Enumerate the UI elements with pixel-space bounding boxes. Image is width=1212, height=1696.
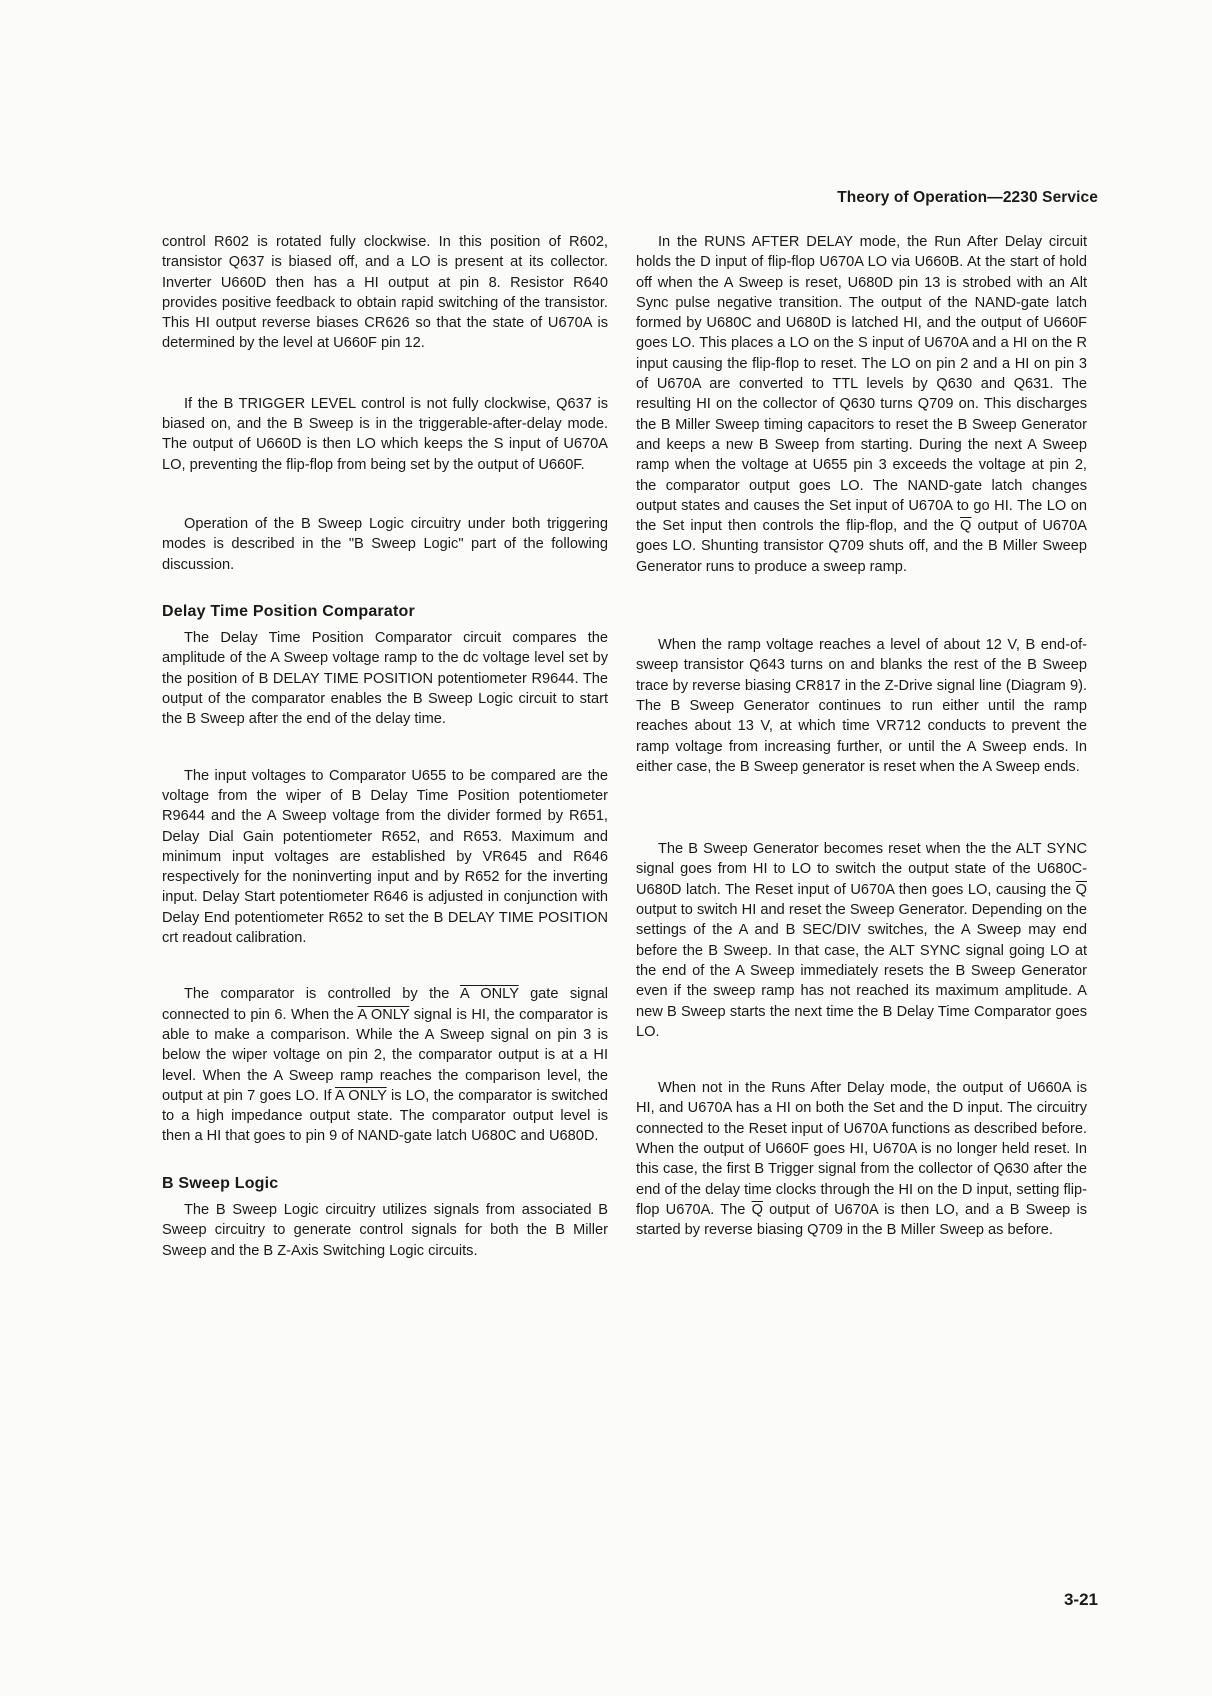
page-number: 3-21 xyxy=(1063,1590,1098,1609)
section-heading: Delay Time Position Comparator xyxy=(162,602,415,620)
paragraph: The B Sweep Generator becomes reset when the the ALT SYNC signal goes from HI to LO to switch the output state of the U680C-U680D latch. The Reset input of U670A then goes LO, causing the $\overline{Q}$ output to switch HI and reset the Sweep Generator. Depending on the settings of the A and B SEC/DIV switches, the A Sweep may end before the B Sweep. In that case, the ALT SYNC signal going LO at the end of the A Sweep immediately resets the B Sweep Generator even if the sweep ramp has not reached its maximum amplitude. A new B Sweep starts the next time the B Delay Time Comparator goes LO. xyxy=(636,841,1087,1040)
paragraph: When not in the Runs After Delay mode, the output of U660A is HI, and U670A has a HI on both the Set and the D input. The circuitry connected to the Reset input of U670A functions as described before. When the output of U660F goes HI, U670A is no longer held reset. In this case, the first B Trigger signal from the collector of Q630 after the end of the delay time clocks through the HI on the D input, setting flip-flop U670A. The $\overline{Q}$ output of U670A is then LO, and a B Sweep is started by reverse biasing Q709 in the B Miller Sweep as before. xyxy=(636,1080,1087,1239)
signal-a-only: A ONLY xyxy=(335,1087,387,1104)
signal-q-bar: $\overline{Q}$ xyxy=(1075,881,1087,898)
paragraph: Operation of the B Sweep Logic circuitry under both triggering modes is described in the "B Sweep Logic" part of the following discussion. xyxy=(162,515,608,573)
left-column xyxy=(162,232,608,1261)
running-header: Theory of Operation—2230 Service xyxy=(837,189,1098,206)
paragraph: The comparator is controlled by the A ONLY gate signal connected to pin 6. When the A ONLY signal is HI, the comparator is able to make a comparison. While the A Sweep signal on pin 3 is below the wiper voltage on pin 2, the comparator output is at a HI level. When the A Sweep ramp reaches the comparison level, the output at pin 7 goes LO. If A ONLY is LO, the comparator is switched to a high impedance output state. The comparator output level is then a HI that goes to pin 9 of NAND-gate latch U680C and U680D. xyxy=(162,986,608,1145)
paragraph: The input voltages to Comparator U655 to be compared are the voltage from the wiper of B Delay Time Position potentiometer R9644 and the A Sweep voltage from the divider formed by R651, Delay Dial Gain potentiometer R652, and R653. Maximum and minimum input voltages are established by VR645 and R646 respectively for the noninverting input and by R652 for the inverting input. Delay Start potentiometer R646 is adjusted in conjunction with Delay End potentiometer R652 to set the B DELAY TIME POSITION crt readout calibration. xyxy=(162,767,608,947)
paragraph: control R602 is rotated fully clockwise. In this position of R602, transistor Q637 is biased off, and a LO is present at its collector. Inverter U660D then has a HI output at pin 8. Resistor R640 provides positive feedback to obtain rapid switching of the transistor. This HI output reverse biases CR626 so that the state of U670A is determined by the level at U660F pin 12. xyxy=(162,234,608,352)
signal-a-only: A ONLY xyxy=(459,986,519,1003)
paragraph: The B Sweep Logic circuitry utilizes signals from associated B Sweep circuitry to generate control signals for both the B Miller Sweep and the B Z-Axis Switching Logic circuits. xyxy=(162,1201,608,1259)
signal-q-bar: $\overline{Q}$ xyxy=(751,1201,763,1218)
section-heading: B Sweep Logic xyxy=(162,1174,279,1192)
paragraph: In the RUNS AFTER DELAY mode, the Run After Delay circuit holds the D input of flip-flop U670A LO via U660B. At the start of hold off when the A Sweep is reset, U680D pin 13 is strobed with an Alt Sync pulse negative transition. The output of the NAND-gate latch formed by U680C and U680D is latched HI, and the output of U660F goes LO. This places a LO on the S input of U670A and a HI on the R input causing the flip-flop to reset. The LO on pin 2 and a HI on pin 3 of U670A are converted to TTL levels by Q630 and Q631. The resulting HI on the collector of Q630 turns Q709 on. This discharges the B Miller Sweep timing capacitors to reset the B Sweep Generator and keeps a new B Sweep from starting. During the next A Sweep ramp when the voltage at U655 pin 3 exceeds the voltage at pin 2, the comparator output goes LO. The NAND-gate latch changes output states and causes the Set input of U670A to go HI. The LO on the Set input then controls the flip-flop, and the $\overline{Q}$ output of U670A goes LO. Shunting transistor Q709 shuts off, and the B Miller Sweep Generator runs to produce a sweep ramp. xyxy=(636,234,1087,575)
right-column xyxy=(636,232,1087,1240)
signal-a-only: A ONLY xyxy=(357,1006,410,1023)
paragraph: If the B TRIGGER LEVEL control is not fully clockwise, Q637 is biased on, and the B Sweep is in the triggerable-after-delay mode. The output of U660D is then LO which keeps the S input of U670A LO, preventing the flip-flop from being set by the output of U660F. xyxy=(162,395,608,473)
paragraph: The Delay Time Position Comparator circuit compares the amplitude of the A Sweep voltage ramp to the dc voltage level set by the position of B DELAY TIME POSITION potentiometer R9644. The output of the comparator enables the B Sweep Logic circuit to start the B Sweep after the end of the delay time. xyxy=(162,630,608,728)
paragraph: When the ramp voltage reaches a level of about 12 V, B end-of-sweep transistor Q643 turns on and blanks the rest of the B Sweep trace by reverse biasing CR817 in the Z-Drive signal line (Diagram 9). The B Sweep Generator continues to run either until the ramp reaches about 13 V, at which time VR712 conducts to prevent the ramp voltage from increasing further, or until the A Sweep ends. In either case, the B Sweep generator is reset when the A Sweep ends. xyxy=(636,637,1087,775)
signal-q-bar: $\overline{Q}$ xyxy=(960,518,972,535)
